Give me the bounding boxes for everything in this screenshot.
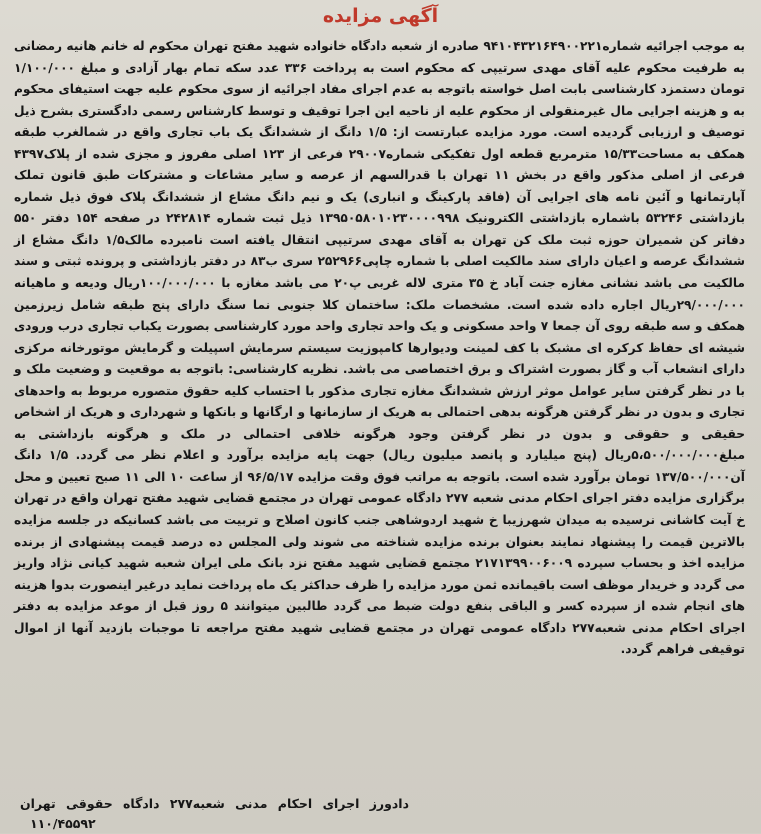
issuer-signature: دادورز اجرای احکام مدنی شعبه۲۷۷ دادگاه حقوقی تهران: [20, 796, 410, 811]
notice-body-paragraph: به موجب اجرائیه شماره۹۴۱۰۴۳۲۱۶۴۹۰۰۲۲۱ صادره از شعبه دادگاه خانواده شهید مفتح تهران محکوم له خانم هانیه رمضانی به طرفیت محکوم علیه آقای مهدی سرتیپی که محکوم است به پرداخت ۳۳۶ عدد سکه تمام بهار آزادی و مبلغ ۱/۱۰۰/۰۰۰ تومان دستمزد کارشناسی بابت اصل خواسته باتوجه به عدم اجرای مفاد اجرائیه از سوی محکوم علیه جهت استیفای محکوم به و هزینه اجرایی مال غیرمنقولی از محکوم علیه از ناحیه این اجرا توقیف و توسط کارشناس رسمی دادگستری بشرح ذیل توصیف و ارزیابی گردیده است. مورد مزایده عبارتست از: ۱/۵ دانگ از ششدانگ یک باب تجاری واقع در شمالغرب طبقه همکف به مساحت۱۵/۳۳ مترمربع قطعه اول تفکیکی شماره۲۹۰۰۷ فرعی از ۱۲۳ اصلی مفروز و مجزی شده از پلاک۴۳۹۷ فرعی از اصلی مذکور واقع در بخش ۱۱ تهران با قدرالسهم از عرصه و سایر مشاعات و مشترکات طبق قانون تملک آپارتمانها و آئین نامه های اجرایی آن (فاقد پارکینگ و انباری) یک و نیم دانگ مشاع از ششدانگ پلاک فوق ذیل شماره بازداشتی ۵۳۲۴۶ باشماره بازداشتی الکترونیک ۱۳۹۵۰۵۸۰۱۰۲۳۰۰۰۰۹۹۸ ذیل ثبت شماره ۲۴۲۸۱۴ در صفحه ۱۵۴ دفتر ۵۵۰ دفاتر کن شمیران حوزه ثبت ملک کن تهران به آقای مهدی سرتیپی انتقال یافته است نامبرده مالک۱/۵ دانگ مشاع از ششدانگ عرصه و اعیان دارای سند مالکیت اصلی با شماره چاپی۲۵۲۹۶۶ سری ب۸۳ در دفتر بازداشتی و پرونده ثبتی و سند مالکیت می باشد نشانی مغازه جنت آباد خ ۳۵ متری لاله غربی پ۲۰ می باشد مغازه با ۱۰۰/۰۰۰/۰۰۰ریال ودیعه و ماهیانه ۲۹/۰۰۰/۰۰۰ریال اجاره داده شده است. مشخصات ملک: ساختمان کلا جنوبی نما سنگ دارای پنج طبقه شامل زیرزمین همکف و سه طبقه روی آن جمعا ۷ واحد مسکونی و یک واحد تجاری واحد مورد کارشناسی بصورت یکباب تجاری درب ورودی شیشه ای حفاظ کرکره ای مشبک با کف لمینت ودیوارها کامپوزیت سیستم سرمایش اسپیلت و گرمایش موتورخانه مرکزی دارای انشعاب آب و گاز بصورت اشتراک و برق اختصاصی می باشد. نظریه کارشناسی: باتوجه به موقعیت و وضعیت ملک و با در نظر گرفتن سایر عوامل موثر ارزش ششدانگ مغازه تجاری مذکور با احتساب کلیه حقوق متصوره مربوط به واحدهای تجاری و بدون در نظر گرفتن هرگونه بدهی احتمالی به هریک از سازمانها و ارگانها و بانکها و شهرداری و هریک از اشخاص حقیقی و حقوقی و بدون در نظر گرفتن وجود هرگونه خلافی احتمالی در ملک و هرگونه بازداشتی به مبلغ۵،۵۰۰/۰۰۰/۰۰۰ریال (پنج میلیارد و پانصد میلیون ریال) جهت پایه مزایده برآورد و اعلام نظر می گردد. ۱/۵ دانگ آن۱۳۷/۵۰۰/۰۰۰ تومان برآورد شده است. باتوجه به مراتب فوق وقت مزایده ۹۶/۵/۱۷ از ساعت ۱۰ الی ۱۱ صبح تعیین و محل برگزاری مزایده دفتر اجرای احکام مدنی شعبه ۲۷۷ دادگاه عمومی تهران در مجتمع قضایی شهید مفتح تهران واقع در تهران خ آیت کاشانی نرسیده به میدان شهرزیبا خ شهید اردوشاهی جنب کانون اصلاح و تربیت می باشد کسانیکه در جلسه مزایده بالاترین قیمت را پیشنهاد نمایند بعنوان برنده مزایده شناخته می شوند ولی المجلس ده درصد قیمت پیشنهادی از برنده مزایده اخذ و بحساب سپرده ۲۱۷۱۳۹۹۰۰۶۰۰۹ مجتمع قضایی شهید مفتح نزد بانک ملی ایران شعبه شهید کیانی نژاد واریز می گردد و خریدار موظف است باقیمانده ثمن مورد مزایده را ظرف حداکثر یک ماه پرداخت نماید درغیر اینصورت بدوا هزینه های انجام شده از سپرده کسر و الباقی بنفع دولت ضبط می گردد طالبین میتوانند ۵ روز قبل از موعد مزایده به دفتر اجرای احکام مدنی شعبه۲۷۷ دادگاه عمومی تهران در مجتمع قضایی شهید مفتح مراجعه تا موجبات بازدید آنها از اموال توقیفی فراهم گردد.: [14, 39, 746, 657]
notice-code: ۱۱۰/۴۵۵۹۲: [30, 816, 96, 831]
notice-title: آگهی مزایده: [322, 5, 439, 27]
notice-footer: [20, 794, 743, 834]
notice-body: [14, 36, 745, 661]
